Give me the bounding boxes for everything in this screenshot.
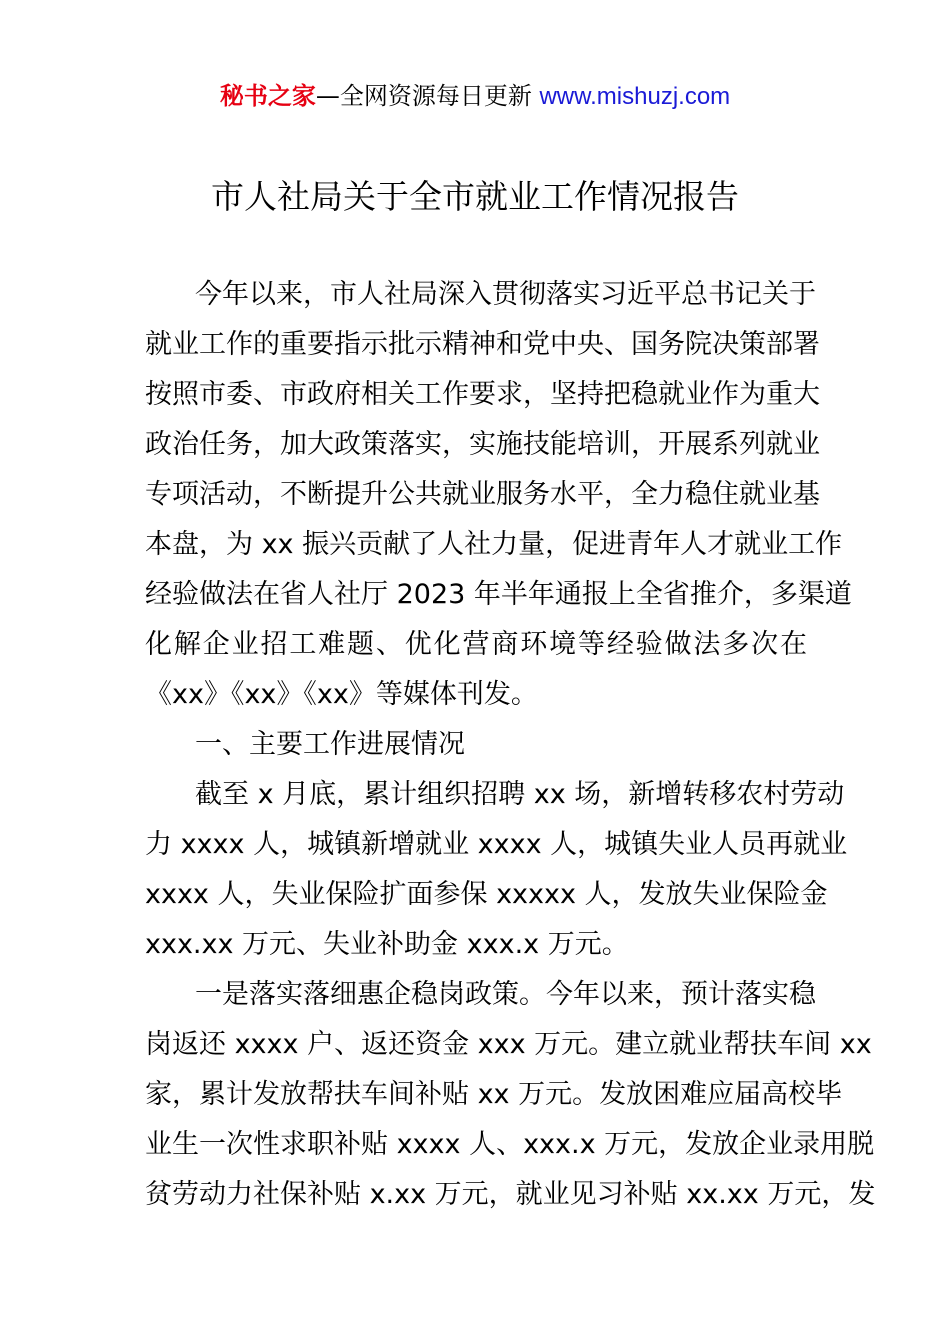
paragraph-line: xxxx 人，失业保险扩面参保 xxxxx 人，发放失业保险金	[145, 879, 828, 910]
paragraph-line: 《xx》《xx》《xx》等媒体刊发。	[145, 679, 538, 710]
paragraph-line: xxx.xx 万元、失业补助金 xxx.x 万元。	[145, 929, 629, 960]
section-heading: 一、主要工作进展情况	[195, 729, 465, 760]
paragraph-line: 专项活动，不断提升公共就业服务水平，全力稳住就业基	[145, 479, 820, 510]
paragraph-line: 化解企业招工难题、优化营商环境等经验做法多次在	[145, 629, 807, 660]
paragraph-line: 家，累计发放帮扶车间补贴 xx 万元。发放困难应届高校毕	[145, 1079, 843, 1110]
site-url-link[interactable]: www.mishuzj.com	[539, 83, 731, 110]
paragraph-line: 一是落实落细惠企稳岗政策。今年以来，预计落实稳	[195, 979, 816, 1010]
document-title: 市人社局关于全市就业工作情况报告	[211, 177, 739, 216]
paragraph-line: 按照市委、市政府相关工作要求，坚持把稳就业作为重大	[145, 379, 820, 410]
site-header	[0, 78, 950, 115]
paragraph-line: 贫劳动力社保补贴 x.xx 万元，就业见习补贴 xx.xx 万元，发	[145, 1179, 876, 1210]
brand-name: 秘书之家	[219, 82, 316, 110]
header-tagline: —全网资源每日更新	[315, 82, 540, 110]
paragraph-line: 业生一次性求职补贴 xxxx 人、xxx.x 万元，发放企业录用脱	[145, 1129, 875, 1160]
paragraph-line: 岗返还 xxxx 户、返还资金 xxx 万元。建立就业帮扶车间 xx	[145, 1029, 872, 1060]
paragraph-line: 政治任务，加大政策落实，实施技能培训，开展系列就业	[145, 429, 820, 460]
paragraph-line: 经验做法在省人社厅 2023 年半年通报上全省推介，多渠道	[145, 579, 852, 610]
paragraph-line: 本盘，为 xx 振兴贡献了人社力量，促进青年人才就业工作	[145, 529, 843, 560]
paragraph-line: 今年以来，市人社局深入贯彻落实习近平总书记关于	[195, 279, 816, 310]
paragraph-line: 截至 x 月底，累计组织招聘 xx 场，新增转移农村劳动	[195, 779, 845, 810]
paragraph-line: 力 xxxx 人，城镇新增就业 xxxx 人，城镇失业人员再就业	[145, 829, 848, 860]
paragraph-line: 就业工作的重要指示批示精神和党中央、国务院决策部署	[145, 329, 820, 360]
